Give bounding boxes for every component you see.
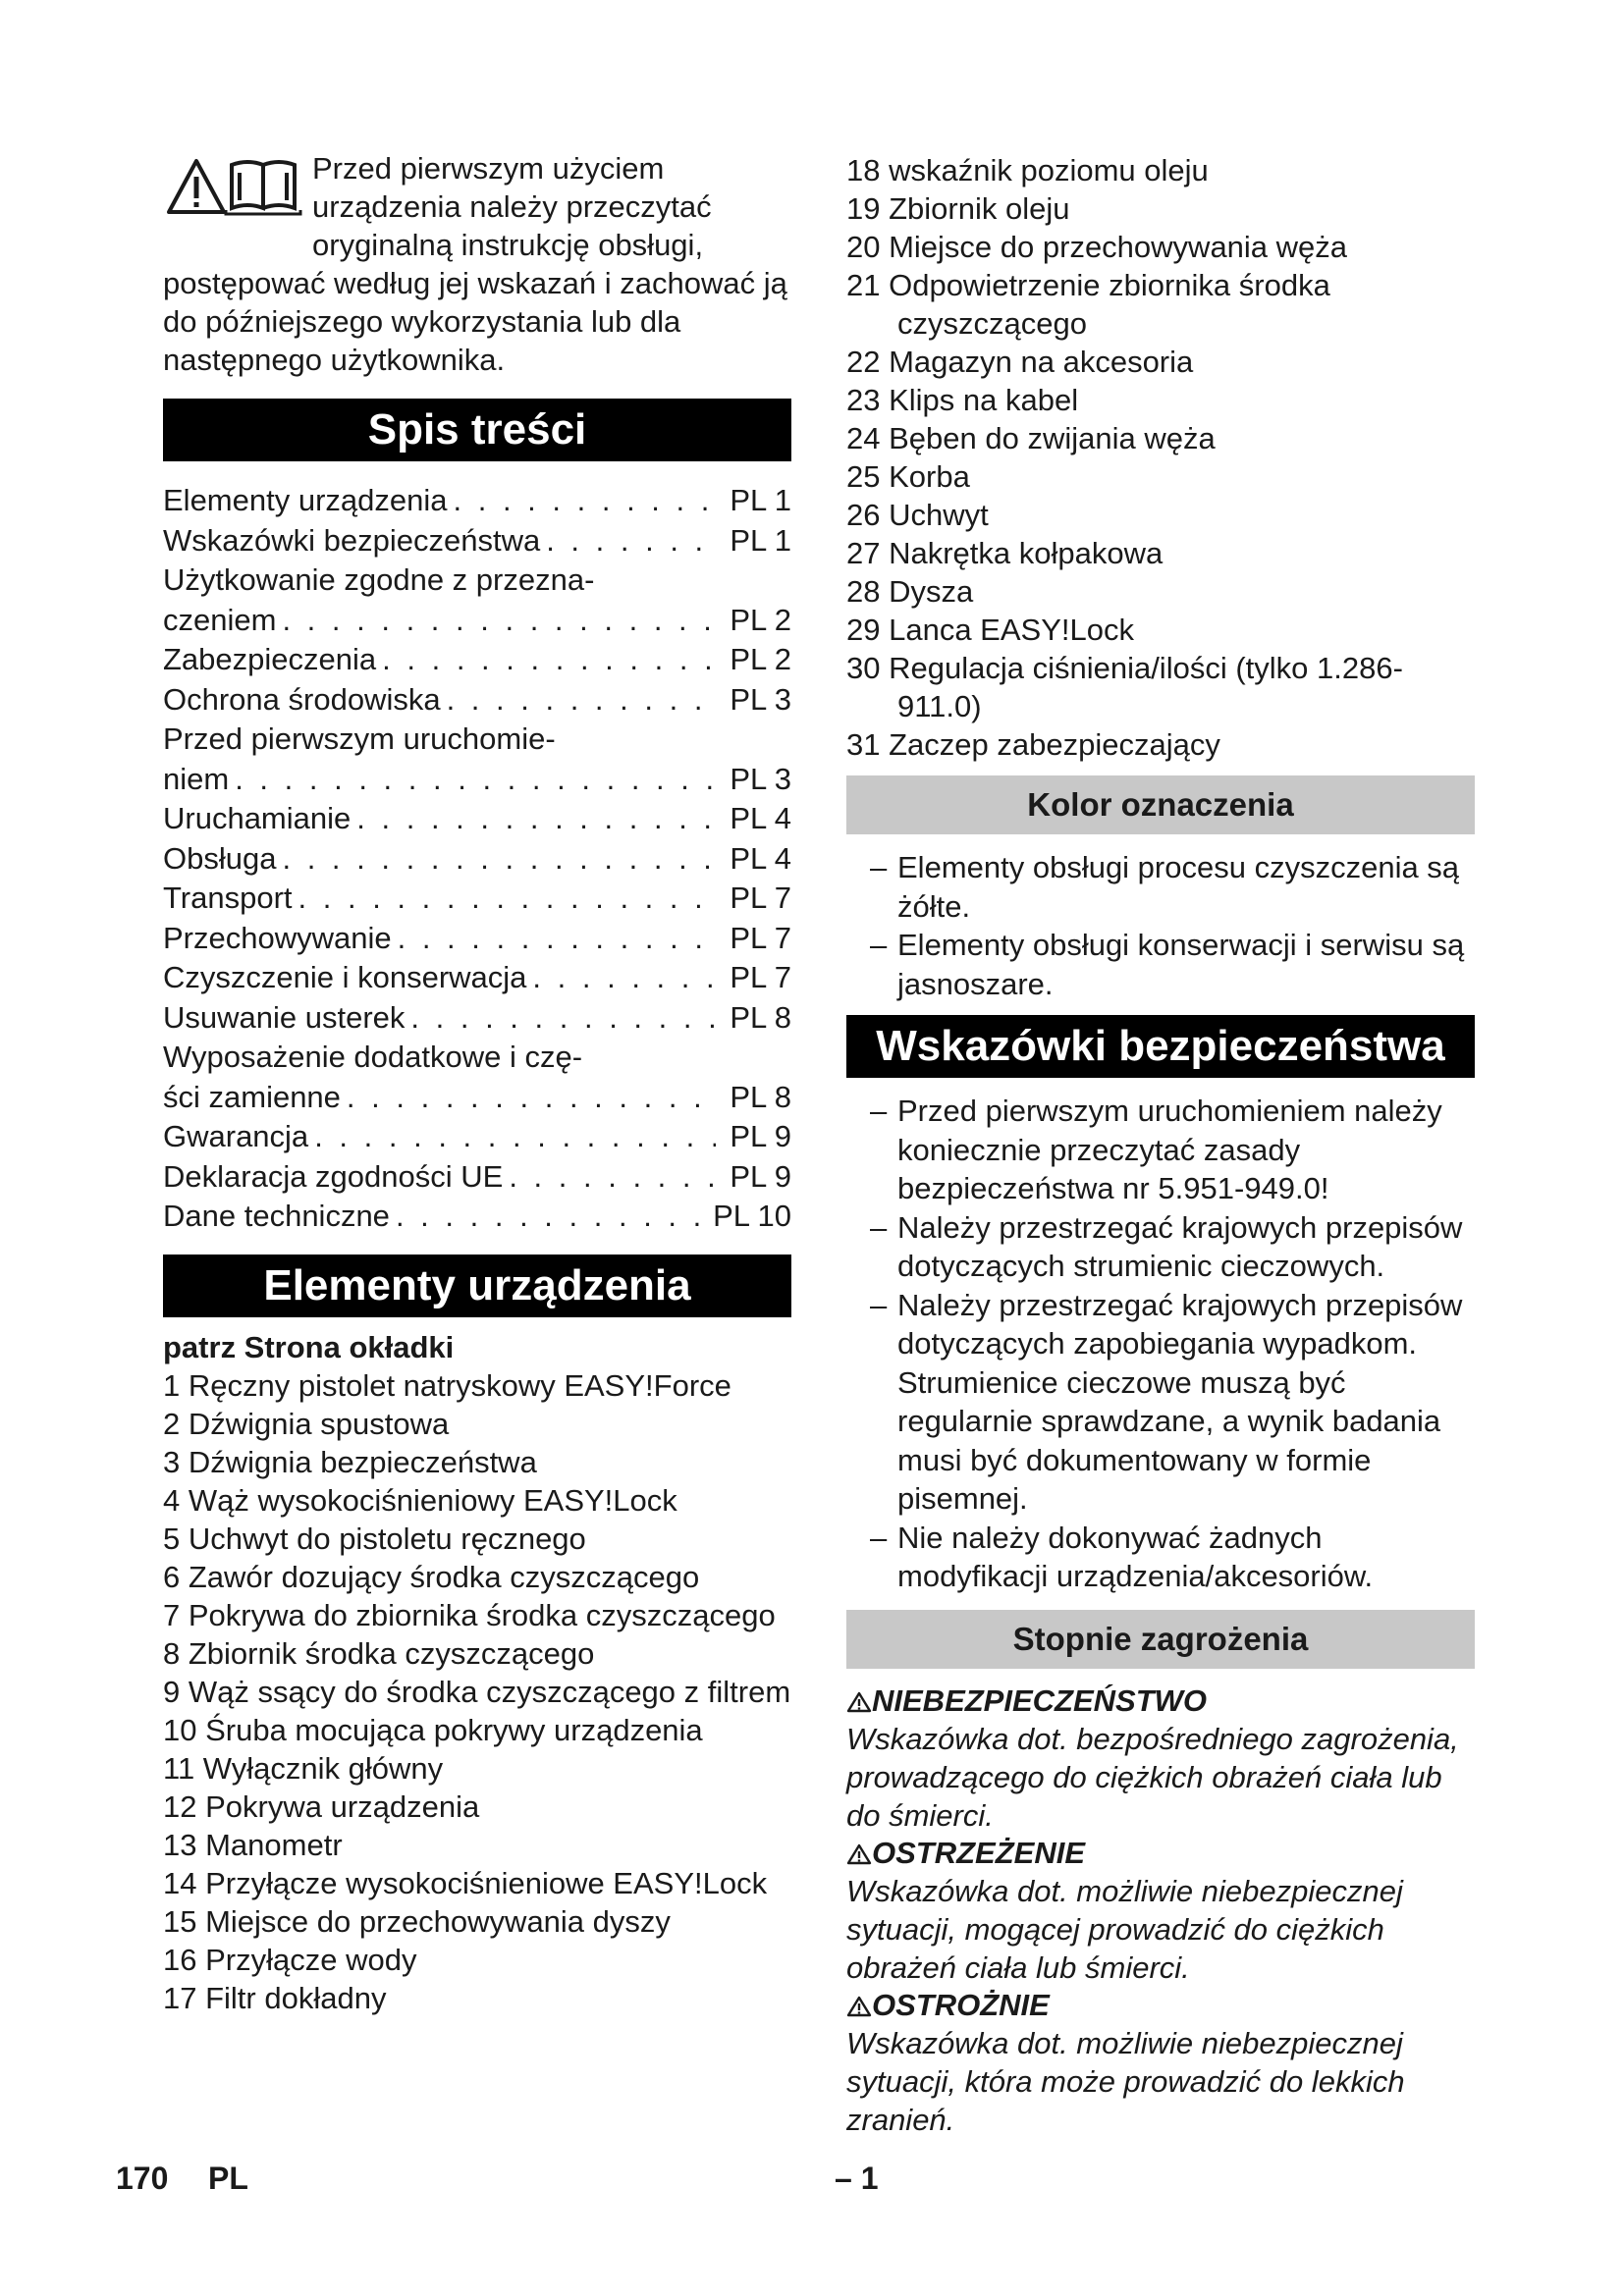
footer-page-number: 170	[116, 2161, 169, 2196]
toc-leader-dots	[503, 1157, 716, 1198]
footer-language: PL	[208, 2161, 248, 2196]
toc-leader-dots	[276, 839, 716, 880]
toc-leader-dots	[341, 1078, 716, 1118]
list-dash: –	[870, 1209, 888, 1245]
toc-entry-page: PL 2	[730, 602, 791, 637]
safety-item-text: Należy przestrzegać krajowych przepisów dotyczących strumienic cieczowych.	[897, 1209, 1463, 1283]
color-coding-item	[846, 848, 1475, 926]
element-list-item: 23 Klips na kabel	[846, 383, 1079, 417]
safety-item	[846, 1286, 1475, 1519]
element-list-item: 13 Manometr	[163, 1827, 343, 1862]
intro-text: Przed pierwszym użyciem urządzenia należy przeczytać oryginalną instrukcję obsługi, postępować według jej wskazań i zachować ją do późniejszego wykorzystania lub dla następnego użytkownika.	[163, 151, 787, 377]
toc-entry	[163, 680, 791, 721]
toc-entry-page: PL 4	[730, 840, 791, 876]
toc-entry-title: Usuwanie usterek	[163, 999, 406, 1035]
element-list-item: 25 Korba	[846, 459, 970, 494]
toc-leader-dots	[276, 601, 716, 641]
toc-entry	[163, 760, 791, 800]
toc-entry-title: Czyszczenie i konserwacja	[163, 960, 527, 994]
toc-entry-prefix: Wyposażenie dodatkowe i czę-	[163, 1040, 583, 1074]
toc-entry-title: ści zamienne	[163, 1079, 341, 1114]
toc-entry-page: PL 8	[730, 999, 791, 1035]
toc-leader-dots	[229, 760, 716, 800]
list-dash: –	[870, 1520, 888, 1555]
hazard-level-name: OSTRZEŻENIE	[872, 1835, 1086, 1870]
toc-leader-dots	[351, 799, 716, 839]
warning-triangle-icon	[167, 157, 314, 218]
element-list-item: 6 Zawór dozujący środka czyszczącego	[163, 1559, 700, 1594]
toc-entry-page: PL 3	[730, 761, 791, 796]
toc-leader-dots	[392, 919, 717, 959]
element-list-item: 1 Ręczny pistolet natryskowy EASY!Force	[163, 1367, 731, 1403]
warning-triangle-icon	[846, 1836, 872, 1870]
toc-entry-title: niem	[163, 761, 230, 796]
toc-entry-prefix: Przed pierwszym uruchomie-	[163, 721, 556, 756]
element-list-item: 8 Zbiornik środka czyszczącego	[163, 1635, 595, 1671]
right-column	[846, 151, 1475, 2139]
toc-entry-title: Ochrona środowiska	[163, 681, 441, 717]
toc-leader-dots	[441, 680, 717, 721]
toc-entry-page: PL 7	[730, 960, 791, 994]
element-list-item: 9 Wąż ssący do środka czyszczącego z filtrem	[163, 1674, 791, 1709]
toc-entry-page: PL 4	[730, 801, 791, 835]
element-list-item: 2 Dźwignia spustowa	[163, 1406, 450, 1441]
toc-entry-page: PL 3	[730, 681, 791, 717]
element-list-item: 16 Przyłącze wody	[163, 1942, 417, 1977]
toc-entry-page: PL 9	[730, 1119, 791, 1153]
element-list-item: 19 Zbiornik oleju	[846, 191, 1070, 226]
open-book-icon	[226, 162, 300, 214]
color-coding-list	[846, 848, 1475, 1003]
safety-list	[846, 1092, 1475, 1596]
element-list-item: 26 Uchwyt	[846, 498, 989, 532]
toc-leader-dots	[293, 879, 717, 919]
toc-entry	[163, 799, 791, 839]
hazard-level-title	[846, 1682, 1475, 1720]
element-list-item: 22 Magazyn na akcesoria	[846, 345, 1194, 379]
hazard-level-text: Wskazówka dot. możliwie niebezpiecznej sytuacji, mogącej prowadzić do ciężkich obrażeń ciała lub śmierci.	[846, 1873, 1403, 1985]
toc-entry	[163, 481, 791, 521]
toc-entry-title: Wskazówki bezpieczeństwa	[163, 522, 541, 558]
toc-entry	[163, 1117, 791, 1157]
toc-entry-title: Transport	[163, 881, 293, 915]
warning-triangle-icon	[846, 1683, 872, 1718]
element-list-item: 15 Miejsce do przechowywania dyszy	[163, 1903, 671, 1939]
toc-entry	[163, 919, 791, 959]
hazard-levels-list	[846, 1682, 1475, 2139]
color-coding-item-text: Elementy obsługi konserwacji i serwisu są jasnoszare.	[897, 928, 1465, 1001]
toc-entry-prefix: Użytkowanie zgodne z przezna-	[163, 562, 595, 597]
element-list-item: 7 Pokrywa do zbiornika środka czyszczącego	[163, 1597, 776, 1632]
element-list-item: 12 Pokrywa urządzenia	[163, 1789, 480, 1824]
elements-subheading: patrz Strona okładki	[163, 1329, 455, 1364]
toc-entry-page: PL 1	[730, 522, 791, 558]
hazard-level-name: OSTROŻNIE	[872, 1987, 1050, 2022]
toc-entry-title: czeniem	[163, 602, 277, 637]
element-list-item: 18 wskaźnik poziomu oleju	[846, 153, 1209, 187]
hazard-level-title	[846, 1987, 1475, 2024]
toc-leader-dots	[526, 958, 716, 998]
toc-entry	[163, 839, 791, 880]
elements-list-right	[846, 151, 1475, 764]
hazard-level-title	[846, 1835, 1475, 1872]
toc-heading: Spis treści	[163, 399, 791, 461]
toc-entry-page: PL 2	[730, 642, 791, 676]
element-list-item: 4 Wąż wysokociśnieniowy EASY!Lock	[163, 1482, 677, 1518]
toc-leader-dots	[390, 1197, 699, 1237]
toc-entry	[163, 640, 791, 680]
toc-entry-title: Obsługa	[163, 840, 277, 876]
toc-entry-title: Elementy urządzenia	[163, 483, 448, 517]
warning-triangle-icon	[846, 1988, 872, 2022]
toc-entry	[163, 1197, 791, 1237]
toc-leader-dots	[540, 521, 716, 561]
toc-entry-title: Zabezpieczenia	[163, 642, 377, 676]
element-list-item: 5 Uchwyt do pistoletu ręcznego	[163, 1521, 586, 1556]
toc-list	[163, 481, 791, 1237]
toc-entry	[163, 998, 791, 1039]
toc-entry	[163, 521, 791, 561]
list-dash: –	[870, 850, 888, 884]
toc-leader-dots	[405, 998, 716, 1039]
intro-notice	[163, 149, 791, 379]
toc-entry	[163, 601, 791, 641]
hazard-level-name: NIEBEZPIECZEŃSTWO	[872, 1682, 1208, 1718]
toc-leader-dots	[448, 481, 717, 521]
list-dash: –	[870, 928, 888, 962]
toc-entry-title: Deklaracja zgodności UE	[163, 1158, 504, 1194]
toc-entry-page: PL 10	[713, 1199, 791, 1233]
safety-heading: Wskazówki bezpieczeństwa	[846, 1015, 1475, 1078]
safety-item-text: Przed pierwszym uruchomieniem należy koniecznie przeczytać zasady bezpieczeństwa nr 5.951-949.0!	[897, 1094, 1442, 1205]
toc-entry	[163, 879, 791, 919]
toc-entry	[163, 1078, 791, 1118]
footer-section-number: – 1	[835, 2161, 879, 2196]
element-list-item: 10 Śruba mocująca pokrywy urządzenia	[163, 1712, 703, 1747]
element-list-item: 3 Dźwignia bezpieczeństwa	[163, 1444, 537, 1479]
toc-entry-page: PL 7	[730, 881, 791, 915]
toc-entry-page: PL 9	[730, 1158, 791, 1194]
color-coding-heading: Kolor oznaczenia	[846, 775, 1475, 834]
element-list-item: 11 Wyłącznik główny	[163, 1750, 444, 1786]
toc-entry-page: PL 1	[730, 483, 791, 517]
element-list-item: 24 Bęben do zwijania węża	[846, 421, 1216, 455]
list-dash: –	[870, 1287, 888, 1322]
toc-entry	[163, 958, 791, 998]
color-coding-item	[846, 926, 1475, 1003]
toc-entry-page: PL 8	[730, 1079, 791, 1114]
safety-item-text: Nie należy dokonywać żadnych modyfikacji urządzenia/akcesoriów.	[897, 1520, 1374, 1593]
intro-icons	[163, 149, 312, 228]
hazard-level-text: Wskazówka dot. możliwie niebezpiecznej sytuacji, która może prowadzić do lekkich zranień.	[846, 2025, 1405, 2137]
toc-entry-title: Przechowywanie	[163, 920, 392, 955]
element-list-item: 17 Filtr dokładny	[163, 1980, 387, 2015]
toc-entry-page: PL 7	[730, 920, 791, 955]
toc-entry	[163, 1157, 791, 1198]
toc-entry-title: Dane techniczne	[163, 1199, 390, 1233]
element-list-item: 29 Lanca EASY!Lock	[846, 613, 1134, 647]
element-list-item: 27 Nakrętka kołpakowa	[846, 536, 1164, 570]
safety-item	[846, 1092, 1475, 1208]
safety-item	[846, 1519, 1475, 1596]
hazard-level-text: Wskazówka dot. bezpośredniego zagrożenia, prowadzącego do ciężkich obrażeń ciała lub do śmierci.	[846, 1721, 1459, 1833]
hazard-levels-heading: Stopnie zagrożenia	[846, 1610, 1475, 1669]
color-coding-item-text: Elementy obsługi procesu czyszczenia są żółte.	[897, 850, 1460, 924]
list-dash: –	[870, 1094, 888, 1128]
left-column	[163, 149, 791, 2017]
safety-item-text: Należy przestrzegać krajowych przepisów dotyczących zapobiegania wypadkom. Strumienice cieczowe muszą być regularnie sprawdzane, a wynik badania musi być dokumentowany w formie pisemnej.	[897, 1287, 1463, 1516]
safety-item	[846, 1208, 1475, 1286]
toc-entry-title: Uruchamianie	[163, 801, 352, 835]
element-list-item: 21 Odpowietrzenie zbiornika środka czyszczącego	[846, 268, 1330, 341]
toc-leader-dots	[308, 1117, 716, 1157]
element-list-item: 28 Dysza	[846, 574, 974, 609]
element-list-item: 31 Zaczep zabezpieczający	[846, 727, 1220, 762]
toc-leader-dots	[376, 640, 716, 680]
element-list-item: 14 Przyłącze wysokociśnieniowe EASY!Lock	[163, 1865, 768, 1900]
element-list-item: 20 Miejsce do przechowywania węża	[846, 230, 1348, 264]
elements-heading: Elementy urządzenia	[163, 1255, 791, 1317]
element-list-item: 30 Regulacja ciśnienia/ilości (tylko 1.286-911.0)	[846, 651, 1403, 723]
toc-entry-title: Gwarancja	[163, 1119, 309, 1153]
elements-list-left	[163, 1366, 791, 2017]
